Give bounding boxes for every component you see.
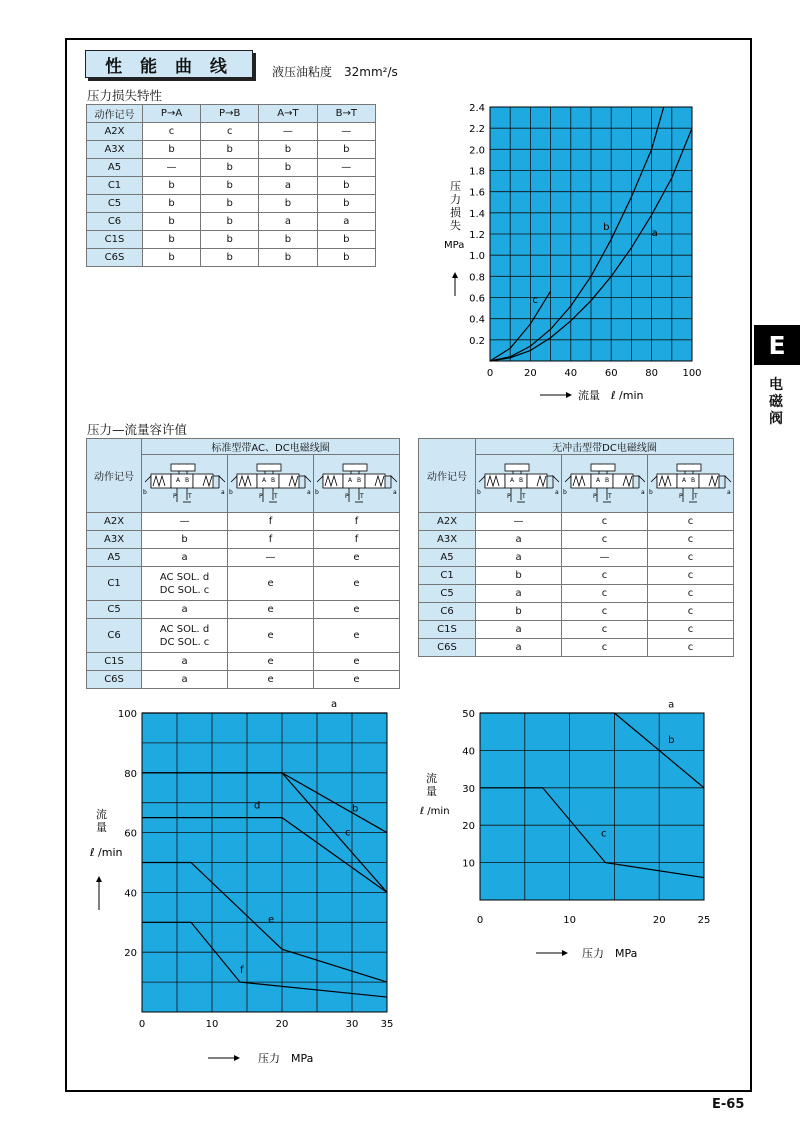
table-cell: c	[648, 513, 734, 531]
valve-symbol-icon	[315, 462, 399, 506]
y-tick-label: 40	[124, 888, 137, 900]
row-code: A2X	[87, 513, 142, 531]
y-tick-label: 0.4	[469, 314, 485, 326]
y-axis-unit: ℓ /min	[90, 846, 123, 859]
row-code: C6S	[87, 671, 142, 689]
table-cell: —	[476, 513, 562, 531]
column-header: P→B	[201, 105, 259, 123]
viscosity-note: 液压油粘度 32mm²/s	[272, 65, 398, 79]
symbol-cell	[562, 455, 648, 513]
table-cell: b	[201, 231, 259, 249]
y-tick-label: 50	[462, 709, 475, 720]
table-cell: —	[143, 159, 201, 177]
x-tick-label: 0	[138, 1019, 146, 1030]
series-label-b: b	[352, 803, 359, 815]
y-axis-label-char: 量	[426, 785, 437, 798]
series-label-a: a	[668, 700, 675, 711]
y-tick-label: 80	[124, 768, 137, 780]
table-cell: c	[648, 639, 734, 657]
standard-flow-chart	[82, 700, 402, 1070]
table-cell: e	[314, 601, 400, 619]
row-code: C5	[419, 585, 476, 603]
page-title: 性 能 曲 线	[85, 50, 253, 78]
table-row	[87, 213, 376, 231]
table-row	[87, 601, 400, 619]
table-cell: a	[142, 653, 228, 671]
table-cell: b	[259, 231, 317, 249]
x-tick-label: 30	[345, 1019, 359, 1030]
no-shock-header: 无冲击型带DC电磁线圈	[476, 439, 734, 455]
valve-symbol-icon	[143, 462, 227, 506]
x-tick-label: 10	[205, 1019, 219, 1030]
table-cell: b	[201, 195, 259, 213]
x-tick-label: 20	[524, 368, 537, 379]
y-tick-label: 0.2	[469, 335, 485, 347]
table-cell: b	[317, 141, 375, 159]
table-row	[87, 123, 376, 141]
x-tick-label: 20	[275, 1019, 289, 1030]
table-cell: a	[476, 531, 562, 549]
table-cell: c	[648, 549, 734, 567]
y-axis-label	[96, 807, 107, 834]
table-cell: a	[476, 639, 562, 657]
section-tab-e: E	[754, 325, 800, 365]
table-row	[87, 653, 400, 671]
table-cell: c	[562, 585, 648, 603]
y-axis-label	[426, 771, 437, 798]
table-cell: —	[317, 123, 375, 141]
x-tick-label: 40	[564, 368, 578, 379]
table-cell: a	[476, 621, 562, 639]
table-cell: c	[648, 585, 734, 603]
code-header: 动作记号	[419, 439, 476, 513]
table-cell: a	[476, 549, 562, 567]
table-row	[87, 249, 376, 267]
table-row	[419, 585, 734, 603]
no-shock-flow-chart	[416, 700, 716, 970]
table-row	[419, 639, 734, 657]
table-cell: c	[562, 603, 648, 621]
x-tick-label: 35	[380, 1019, 394, 1030]
series-label-f: f	[240, 965, 244, 977]
table-row	[419, 531, 734, 549]
row-code: A3X	[87, 531, 142, 549]
y-tick-label: 10	[462, 858, 475, 870]
valve-symbol-icon	[649, 462, 733, 506]
table-cell: c	[648, 567, 734, 585]
table-cell: —	[317, 159, 375, 177]
table-cell: b	[143, 213, 201, 231]
table-row	[87, 195, 376, 213]
x-axis-label: 压力 MPa	[258, 1052, 314, 1065]
x-tick-label: 100	[682, 368, 702, 379]
column-header: P→A	[143, 105, 201, 123]
row-code: A2X	[419, 513, 476, 531]
valve-symbol-icon	[563, 462, 647, 506]
row-code: A5	[87, 549, 142, 567]
row-code: C5	[87, 601, 142, 619]
y-tick-label: 60	[124, 828, 137, 840]
row-code: C1S	[419, 621, 476, 639]
standard-header: 标准型带AC、DC电磁线圈	[142, 439, 400, 455]
y-tick-label: 2.2	[469, 124, 485, 136]
table-cell: e	[314, 653, 400, 671]
y-axis-label-char: 流	[426, 772, 437, 785]
table-row	[419, 567, 734, 585]
x-axis-arrowhead	[566, 392, 572, 398]
table-cell: e	[228, 601, 314, 619]
table-cell: —	[259, 123, 317, 141]
table-row	[87, 513, 400, 531]
y-tick-label: 20	[124, 948, 137, 960]
table-row	[87, 549, 400, 567]
row-code: C1	[419, 567, 476, 585]
y-axis-arrowhead	[452, 272, 458, 278]
series-label-c: c	[532, 294, 538, 306]
symbol-cell	[142, 455, 228, 513]
x-axis-arrowhead	[234, 1055, 240, 1061]
table-cell: e	[314, 619, 400, 653]
table-cell: e	[314, 567, 400, 601]
y-tick-label: 0.8	[469, 272, 485, 284]
symbol-cell	[648, 455, 734, 513]
section-tab-label: 电 磁 阀	[769, 377, 783, 427]
table-cell: e	[314, 671, 400, 689]
x-tick-label: 10	[563, 915, 576, 926]
row-code: C6	[87, 619, 142, 653]
table-cell: b	[317, 249, 375, 267]
series-label-a: a	[331, 700, 338, 711]
table-cell: b	[143, 141, 201, 159]
series-label-b: b	[668, 734, 675, 746]
table-cell: f	[314, 513, 400, 531]
table-row	[87, 619, 400, 653]
y-tick-label: 2.4	[469, 103, 485, 114]
column-header: 动作记号	[87, 105, 143, 123]
table-cell: b	[259, 141, 317, 159]
table-cell: b	[201, 159, 259, 177]
table-cell: e	[228, 653, 314, 671]
x-tick-label: 20	[652, 915, 666, 926]
table-cell: f	[314, 531, 400, 549]
y-tick-label: 1.2	[469, 230, 485, 241]
y-tick-label: 40	[462, 746, 475, 758]
y-tick-label: 1.8	[469, 166, 485, 178]
row-code: C1S	[87, 231, 143, 249]
no-shock-flow-table	[418, 438, 734, 657]
symbol-cell	[314, 455, 400, 513]
row-code: C6	[87, 213, 143, 231]
row-code: A5	[419, 549, 476, 567]
row-code: C1S	[87, 653, 142, 671]
row-code: C1	[87, 177, 143, 195]
table-cell: c	[562, 621, 648, 639]
table-cell: f	[228, 513, 314, 531]
table-cell: b	[201, 141, 259, 159]
table-cell: b	[143, 249, 201, 267]
table-cell: b	[259, 195, 317, 213]
table-cell: a	[142, 671, 228, 689]
table-row	[87, 177, 376, 195]
table-cell: b	[143, 231, 201, 249]
table-cell: c	[648, 531, 734, 549]
table-cell: c	[648, 603, 734, 621]
table-cell: b	[259, 249, 317, 267]
table-cell: a	[142, 549, 228, 567]
pressure-loss-title: 压力损失特性	[87, 88, 163, 103]
table-cell: c	[201, 123, 259, 141]
table-cell: a	[142, 601, 228, 619]
series-label-b: b	[603, 221, 610, 233]
table-cell: e	[314, 549, 400, 567]
table-cell: b	[201, 177, 259, 195]
row-code: C6	[419, 603, 476, 621]
x-axis-arrowhead	[562, 950, 568, 956]
table-row	[87, 567, 400, 601]
table-cell: b	[476, 603, 562, 621]
pressure-loss-chart	[440, 96, 710, 406]
y-tick-label: 20	[462, 821, 475, 833]
table-cell: b	[142, 531, 228, 549]
valve-symbol-icon	[477, 462, 561, 506]
standard-flow-table	[86, 438, 400, 689]
table-cell: c	[562, 531, 648, 549]
table-cell: AC SOL. d DC SOL. c	[142, 567, 228, 601]
table-cell: c	[143, 123, 201, 141]
table-cell: b	[201, 249, 259, 267]
flow-section-title: 压力—流量容许值	[87, 422, 188, 437]
series-label-c: c	[345, 827, 351, 839]
table-row	[419, 603, 734, 621]
table-row	[87, 531, 400, 549]
y-axis-label: 压力损失	[450, 180, 461, 232]
table-cell: c	[648, 621, 734, 639]
y-tick-label: 30	[462, 783, 475, 795]
table-row	[87, 159, 376, 177]
y-axis-unit: MPa	[444, 240, 465, 251]
row-code: C1	[87, 567, 142, 601]
series-label-e: e	[268, 914, 275, 926]
table-cell: b	[201, 213, 259, 231]
x-axis-label: 压力 MPa	[582, 947, 638, 960]
row-code: C5	[87, 195, 143, 213]
x-tick-label: 0	[476, 915, 484, 926]
symbol-cell	[228, 455, 314, 513]
y-tick-label: 1.0	[469, 251, 485, 263]
row-code: A3X	[419, 531, 476, 549]
symbol-cell	[476, 455, 562, 513]
table-cell: b	[317, 177, 375, 195]
table-cell: c	[562, 639, 648, 657]
row-code: C6S	[419, 639, 476, 657]
row-code: C6S	[87, 249, 143, 267]
row-code: A5	[87, 159, 143, 177]
table-cell: —	[142, 513, 228, 531]
x-tick-label: 25	[697, 915, 711, 926]
table-cell: b	[317, 231, 375, 249]
table-cell: b	[317, 195, 375, 213]
page-number: E-65	[712, 1097, 745, 1112]
table-cell: c	[562, 513, 648, 531]
table-cell: e	[228, 567, 314, 601]
x-tick-label: 60	[604, 368, 618, 379]
series-label-a: a	[651, 228, 658, 240]
x-axis-label: 流量 ℓ /min	[578, 389, 644, 402]
code-header: 动作记号	[87, 439, 142, 513]
table-cell: a	[476, 585, 562, 603]
table-cell: b	[143, 195, 201, 213]
table-cell: —	[562, 549, 648, 567]
table-row	[419, 621, 734, 639]
y-tick-label: 1.4	[469, 208, 485, 220]
table-row	[87, 231, 376, 249]
table-cell: b	[143, 177, 201, 195]
y-axis-arrowhead	[96, 876, 102, 882]
y-axis-label-char: 量	[96, 821, 107, 834]
series-label-c: c	[600, 828, 607, 840]
table-cell: —	[228, 549, 314, 567]
column-header: B→T	[317, 105, 375, 123]
table-row	[87, 141, 376, 159]
x-tick-label: 0	[486, 368, 494, 379]
valve-symbol-icon	[229, 462, 313, 506]
y-tick-label: 0.6	[469, 293, 485, 305]
row-code: A2X	[87, 123, 143, 141]
table-cell: a	[259, 213, 317, 231]
y-axis-unit: ℓ /min	[420, 806, 450, 817]
y-tick-label: 100	[117, 709, 137, 720]
table-cell: e	[228, 619, 314, 653]
table-row	[419, 513, 734, 531]
table-cell: a	[259, 177, 317, 195]
table-row	[87, 671, 400, 689]
pressure-loss-table	[86, 104, 376, 267]
table-cell: e	[228, 671, 314, 689]
table-cell: b	[476, 567, 562, 585]
table-cell: c	[562, 567, 648, 585]
y-axis-label-char: 流	[96, 808, 107, 821]
y-tick-label: 2.0	[469, 145, 485, 157]
x-tick-label: 80	[645, 368, 658, 379]
table-cell: a	[317, 213, 375, 231]
table-cell: b	[259, 159, 317, 177]
row-code: A3X	[87, 141, 143, 159]
table-cell: AC SOL. d DC SOL. c	[142, 619, 228, 653]
table-row	[419, 549, 734, 567]
column-header: A→T	[259, 105, 317, 123]
series-label-d: d	[254, 800, 261, 812]
y-tick-label: 1.6	[469, 187, 485, 199]
table-cell: f	[228, 531, 314, 549]
